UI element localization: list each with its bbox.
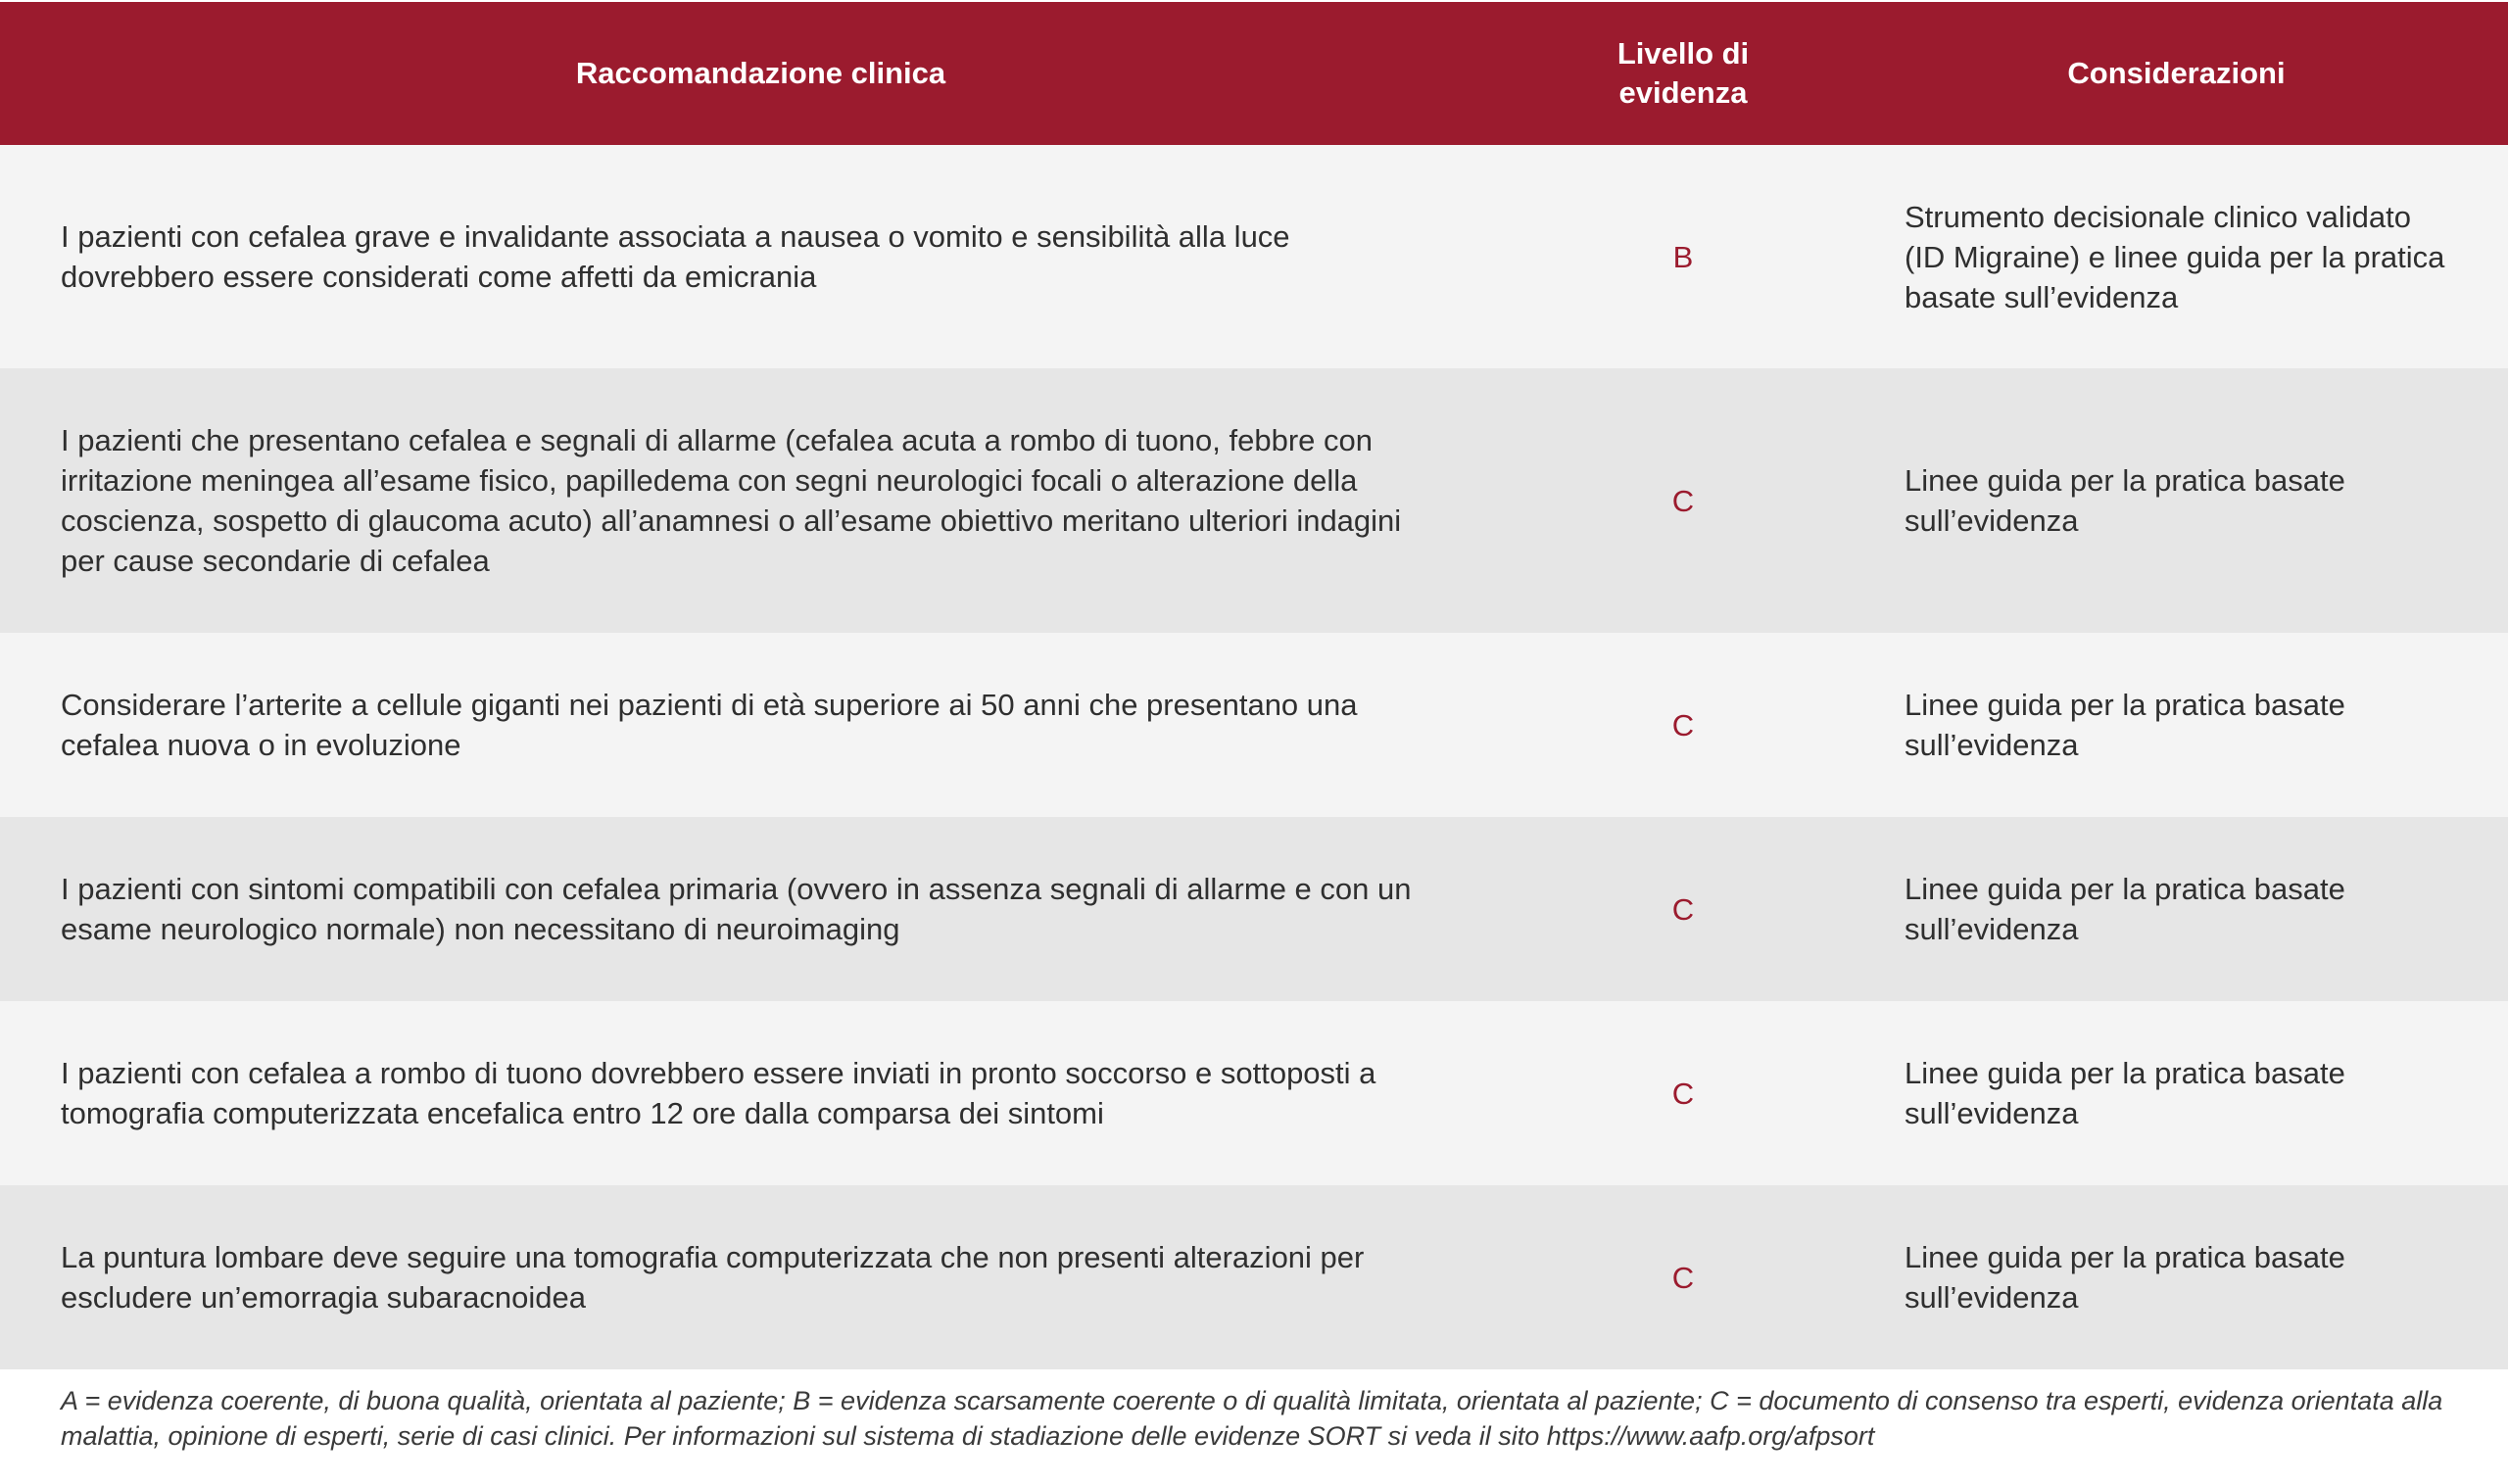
table-row	[0, 817, 2508, 1001]
table-row	[0, 1185, 2508, 1369]
considerations-cell: Linee guida per la pratica basate sull’evidenza	[1905, 688, 2345, 762]
recommendation-cell: La puntura lombare deve seguire una tomografia computerizzata che non presenti alterazioni per escludere un’emorragia subaracnoidea	[61, 1240, 1365, 1315]
level-cell: C	[1671, 1260, 1695, 1295]
table-row	[0, 633, 2508, 817]
table-row	[0, 368, 2508, 633]
table-row	[0, 145, 2508, 368]
level-cell: C	[1671, 1076, 1695, 1111]
table-footnote: A = evidenza coerente, di buona qualità, orientata al paziente; B = evidenza scarsamente coerente o di qualità limitata, orientata al paziente; C = documento di consenso tra esperti, evidenza orientata alla malattia, opinione di esperti, serie di casi clinici. Per informazioni sul sistema di stadiazione delle evidenze SORT si veda il sito https://www.aafp.org/afpsort	[61, 1386, 2443, 1451]
considerations-cell: Linee guida per la pratica basate sull’evidenza	[1905, 1056, 2345, 1130]
considerations-cell: Strumento decisionale clinico validato (ID Migraine) e linee guida per la pratica basate sull’evidenza	[1905, 199, 2445, 314]
header-considerations	[1845, 2, 2508, 145]
table-row	[0, 1001, 2508, 1185]
level-cell: C	[1671, 707, 1695, 742]
header-level-line2: evidenza	[1618, 75, 1748, 110]
header-level	[1521, 2, 1845, 145]
considerations-cell: Linee guida per la pratica basate sull’evidenza	[1905, 872, 2345, 946]
recommendation-cell: I pazienti con cefalea a rombo di tuono dovrebbero essere inviati in pronto soccorso e sottoposti a tomografia computerizzata encefalica entro 12 ore dalla comparsa dei sintomi	[61, 1056, 1376, 1130]
header-level-label	[1617, 34, 1749, 113]
recommendations-table	[0, 2, 2508, 1369]
level-cell: C	[1671, 483, 1695, 518]
table-header	[0, 2, 2508, 145]
considerations-cell: Linee guida per la pratica basate sull’evidenza	[1905, 1240, 2345, 1315]
recommendation-cell: I pazienti con sintomi compatibili con cefalea primaria (ovvero in assenza segnali di allarme e con un esame neurologico normale) non necessitano di neuroimaging	[61, 872, 1412, 946]
considerations-cell: Linee guida per la pratica basate sull’evidenza	[1905, 463, 2345, 538]
recommendation-cell: Considerare l’arterite a cellule giganti nei pazienti di età superiore ai 50 anni che presentano una cefalea nuova o in evoluzione	[61, 688, 1358, 762]
header-recommendation	[0, 2, 1521, 145]
level-cell: C	[1671, 891, 1695, 927]
recommendation-cell: I pazienti con cefalea grave e invalidante associata a nausea o vomito e sensibilità alla luce dovrebbero essere considerati come affetti da emicrania	[61, 219, 1290, 294]
header-recommendation-label: Raccomandazione clinica	[575, 56, 946, 90]
level-cell: B	[1672, 239, 1694, 274]
recommendation-cell: I pazienti che presentano cefalea e segnali di allarme (cefalea acuta a rombo di tuono, febbre con irritazione meningea all’esame fisico, papilledema con segni neurologici focali o alterazione della coscienza, sospetto di glaucoma acuto) all’anamnesi o all’esame obiettivo meritano ulteriori indagini per cause secondarie di cefalea	[61, 423, 1402, 578]
header-considerations-label: Considerazioni	[2067, 56, 2286, 90]
header-level-line1: Livello di	[1616, 36, 1750, 71]
